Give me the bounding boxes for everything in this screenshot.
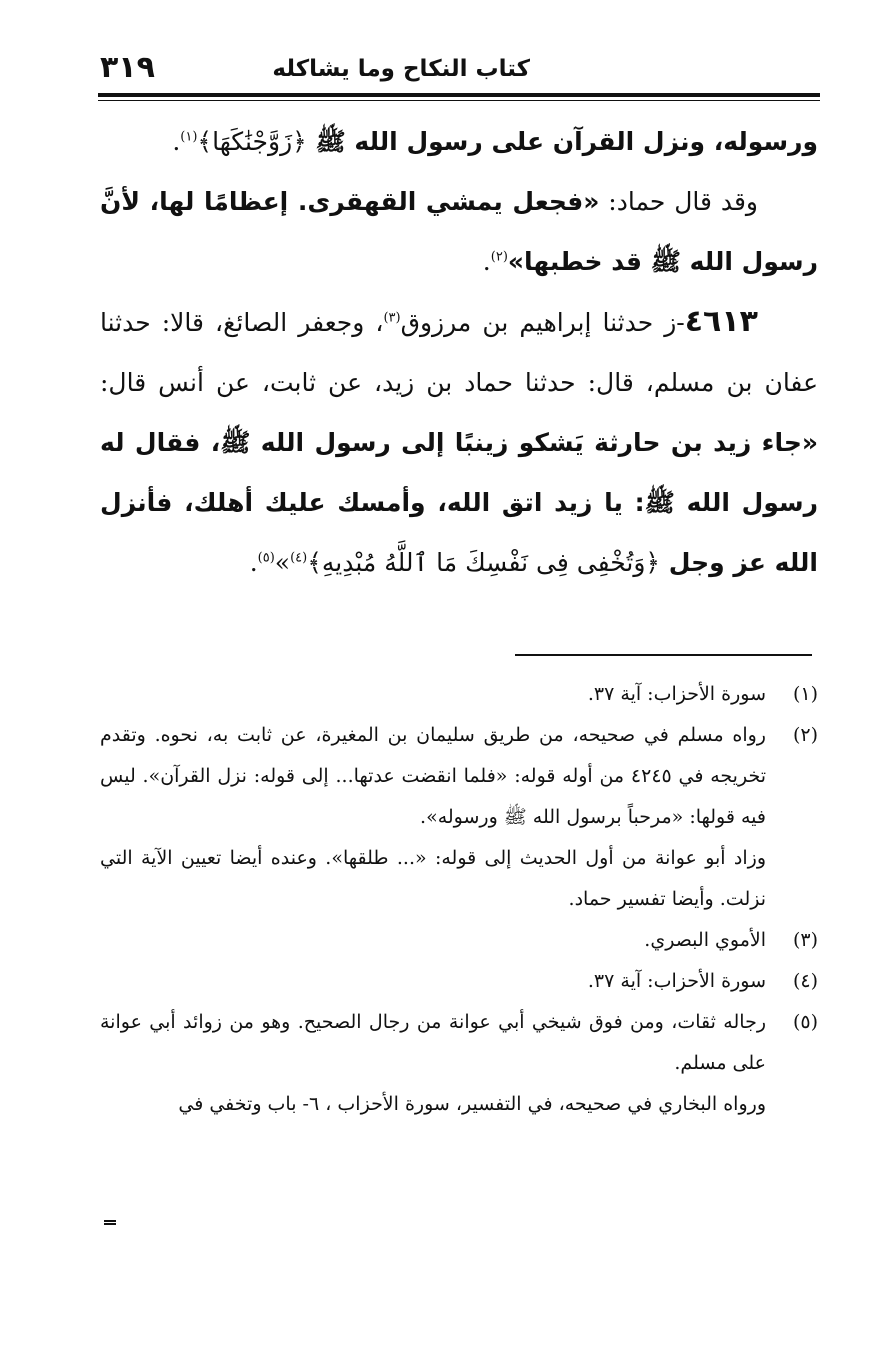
footnote-marker: (٢) [792,724,818,746]
p2-quote: «فجعل يمشي القهقرى. إعظامًا لها، لأنَّ رسول الله ﷺ قد خطبها» [100,187,818,276]
p2-end: . [482,247,491,276]
p3-quote-close: » [274,548,291,577]
page-header [98,50,820,92]
footnote-text: رواه مسلم في صحيحه، من طريق سليمان بن المغيرة، عن ثابت به، نحوه. وتقدم تخريجه في ٤٢٤٥ من أوله قوله: «فلما انقضت عدتها... إلى قوله: نزل القرآن». ليس فيه قولها: «مرحباً برسول الله ﷺ ورسوله». [100,724,767,828]
footnote-ref-4: (٤) [290,550,308,566]
p3-quran-verse: ﴿وَتُخْفِى فِى نَفْسِكَ مَا ٱللَّهُ مُبْدِيهِ﴾ [307,548,661,577]
footnote-marker: (١) [792,683,818,705]
footnote-text: سورة الأحزاب: آية ٣٧. [587,683,766,705]
footnote-5 [100,1002,818,1084]
hadith-number-suffix: -ز [664,308,685,337]
paragraph-3 [100,292,818,593]
footnote-text: رجاله ثقات، ومن فوق شيخي أبي عوانة من رجال الصحيح. وهو من زوائد أبي عوانة على مسلم. [100,1011,766,1074]
footnote-text: وزاد أبو عوانة من أول الحديث إلى قوله: «... طلقها». وعنده أيضا تعيين الآية التي نزلت. وأيضا تفسير حماد. [100,847,766,910]
header-rule-thin [98,100,820,101]
footnote-2-continued [100,838,818,920]
page-number: ٣١٩ [100,50,155,85]
footnotes [100,674,818,1125]
footnote-ref-2: (٢) [490,249,508,265]
footnote-marker: (٣) [792,929,818,951]
running-title: كتاب النكاح وما يشاكله [272,56,530,82]
footnote-4 [100,961,818,1002]
footnote-2 [100,715,818,838]
footnote-text: الأموي البصري. [644,929,766,951]
footnote-ref-1: (١) [180,129,198,145]
footnote-ref-3: (٣) [383,310,401,326]
footnote-3 [100,920,818,961]
header-rule-thick [98,93,820,97]
footnote-marker: (٥) [792,1011,818,1033]
main-text [100,112,818,593]
footnote-1 [100,674,818,715]
paragraph-2 [100,172,818,292]
footnote-5-continued [100,1084,818,1125]
p3-end: . [249,548,258,577]
paragraph-1 [100,112,818,172]
hadith-number: ٤٦١٣ [684,304,758,339]
p3-text-2: ، وجعفر الصائغ، قالا: حدثنا عفان بن مسلم، قال: حدثنا حماد بن زيد، عن ثابت، عن أنس قال: [100,308,818,397]
p3-text-1: حدثنا إبراهيم بن مرزوق [400,308,665,337]
p2-lead: وقد قال حماد: [599,187,758,216]
footnote-text: ورواه البخاري في صحيحه، في التفسير، سورة الأحزاب ، ٦- باب وتخفي في [178,1093,766,1115]
p1-quran-verse: ﴿زَوَّجْنَٰكَهَا﴾ [197,127,307,156]
p1-end: . [172,127,181,156]
p1-text: ورسوله، ونزل القرآن على رسول الله ﷺ [306,127,818,156]
footnote-text: سورة الأحزاب: آية ٣٧. [587,970,766,992]
footnote-ref-5: (٥) [257,550,275,566]
p3-quote: «جاء زيد بن حارثة يَشكو زينبًا إلى رسول الله ﷺ، فقال له رسول الله ﷺ: يا زيد اتق الله، وأمسك عليك أهلك، فأنزل الله عز وجل [100,428,818,577]
footnote-marker: (٤) [792,970,818,992]
continuation-mark [104,1220,116,1225]
footnote-separator [515,654,812,656]
